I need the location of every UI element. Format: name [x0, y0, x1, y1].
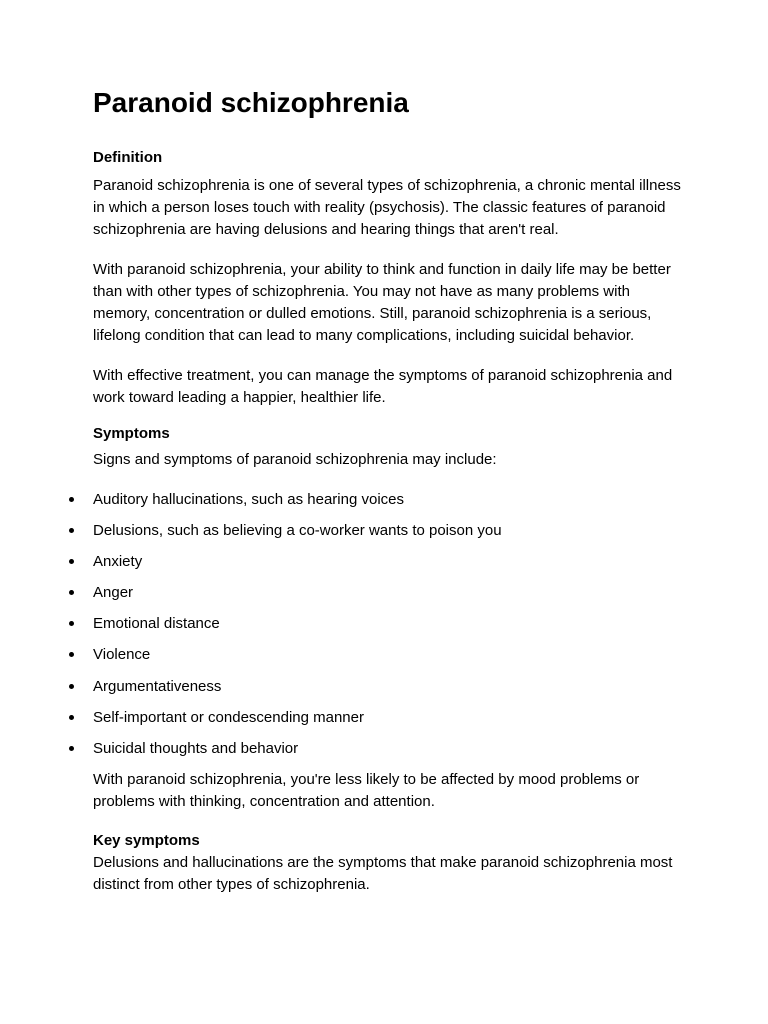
list-item [93, 644, 683, 666]
bullet-icon [69, 590, 74, 595]
bullet-icon [69, 528, 74, 533]
list-item-text: Emotional distance [93, 615, 220, 633]
list-item [93, 613, 683, 635]
list-item-text: Auditory hallucinations, such as hearing voices [93, 491, 405, 508]
list-item-text: Suicidal thoughts and behavior [93, 739, 299, 757]
list-item [93, 489, 683, 511]
list-item [93, 707, 683, 729]
definition-paragraph-1: Paranoid schizophrenia is one of several types of schizophrenia, a chronic mental illness in which a person loses touch with reality (psychosis). The classic features of paranoid schizophrenia are having delusions and hearing things that aren't real. [93, 177, 681, 238]
list-item-text: Anger [93, 584, 134, 602]
list-item-text: Delusions, such as believing a co-worker wants to poison you [93, 522, 502, 540]
definition-paragraph-2: With paranoid schizophrenia, your ability to think and function in daily life may be better than with other types of schizophrenia. You may not have as many problems with memory, concentration or dulled emotions. Still, paranoid schizophrenia is a serious, lifelong condition that can lead to many complications, including suicidal behavior. [93, 261, 671, 344]
bullet-icon [69, 559, 74, 564]
page-title: Paranoid schizophrenia [93, 87, 409, 118]
bullet-icon [69, 715, 74, 720]
list-item [93, 551, 683, 573]
list-item-text: Self-important or condescending manner [93, 708, 364, 726]
list-item-text: Violence [93, 646, 151, 664]
key-symptoms-heading: Key symptoms [93, 831, 200, 849]
bullet-icon [69, 621, 74, 626]
symptoms-heading: Symptoms [93, 425, 170, 442]
list-item-text: Argumentativeness [93, 677, 222, 695]
list-item [93, 520, 683, 542]
bullet-icon [69, 746, 74, 751]
definition-heading: Definition [93, 149, 163, 166]
definition-paragraph-3: With effective treatment, you can manage the symptoms of paranoid schizophrenia and work toward leading a happier, healthier life. [93, 367, 673, 406]
bullet-icon [69, 497, 74, 502]
document-page [93, 86, 683, 896]
list-item [93, 738, 683, 760]
bullet-icon [69, 684, 74, 689]
key-symptoms-paragraph: Delusions and hallucinations are the symptoms that make paranoid schizophrenia most distinct from other types of schizophrenia. [93, 853, 673, 893]
symptoms-list [93, 489, 683, 760]
list-item [93, 676, 683, 698]
symptoms-after-paragraph: With paranoid schizophrenia, you're less likely to be affected by mood problems or problems with thinking, concentration and attention. [93, 770, 640, 810]
list-item-text: Anxiety [93, 553, 143, 571]
list-item [93, 582, 683, 604]
symptoms-intro: Signs and symptoms of paranoid schizophrenia may include: [93, 451, 497, 468]
bullet-icon [69, 652, 74, 657]
